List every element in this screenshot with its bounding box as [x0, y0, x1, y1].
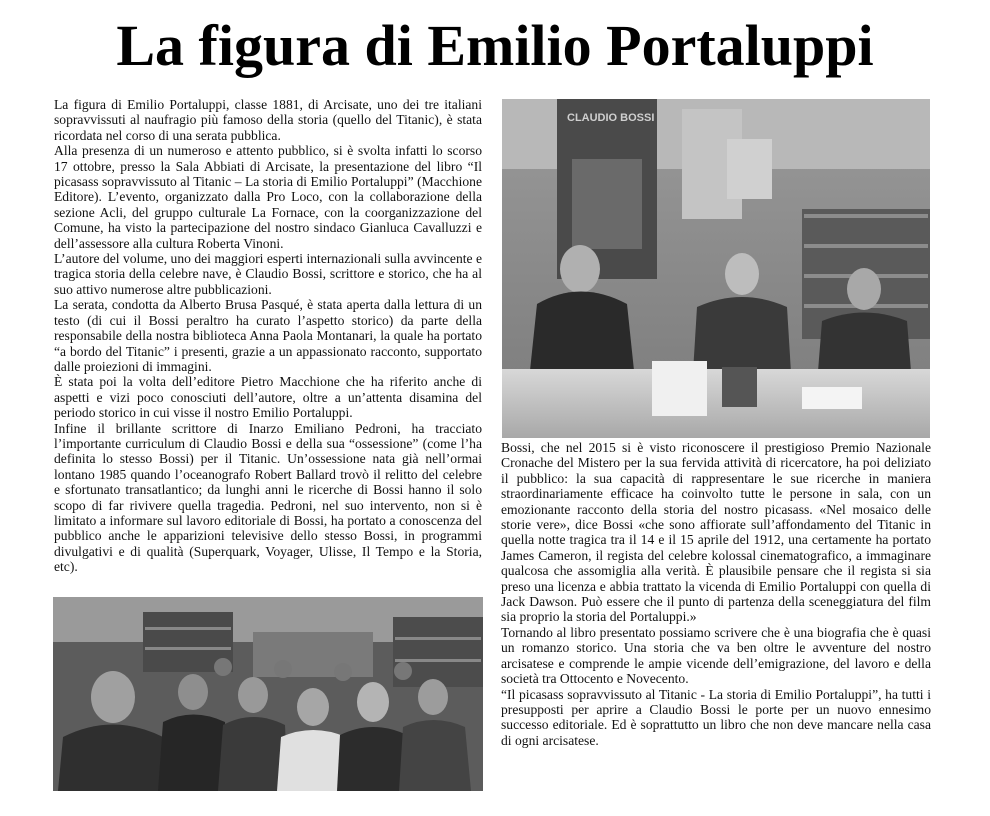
photo-audience — [53, 597, 483, 791]
paragraph-closing: “Il picasass sopravvissuto al Titanic - La storia di Emilio Portaluppi”, ha tutti i presupposti per aprire a Claudio Bossi le porte per un nuovo ennesimo successo editoriale. Ed è soprattutto un libro che non deve mancare nella casa di ogni arcisatese. — [501, 686, 931, 748]
paragraph-award: Bossi, che nel 2015 si è visto riconoscere il prestigioso Premio Nazionale Cronache del Mistero per la sua fervida attività di ricercatore, ha poi deliziato il pubblico: la sua capacità di rappresentare le sue ricerche in maniera straordinariamente efficace ha coinvolto tutte le persone in sala, con un emozionante racconto della storia del nostro picasass. «Nel mosaico delle storie vere», dice Bossi «che sono affiorate sull’affondamento del Titanic in quella notte tragica tra il 14 e il 15 aprile del 1912, una certamente ha portato James Cameron, il regista del celebre kolossal cinematografico, a immaginare qualcosa che assomiglia alla verità. È plausibile pensare che il regista si sia preso una licenza e abbia trattato la vicenda di Emilio Portaluppi con quella di Jack Dawson. Può essere che il punto di partenza della sceneggiatura del film sia proprio la storia del Portaluppi.» — [501, 440, 931, 625]
paragraph-author: L’autore del volume, uno dei maggiori esperti internazionali sulla avvincente e tragica storia della celebre nave, è Claudio Bossi, scrittore e storico, che ha al suo attivo numerose altre pubblicazioni. — [54, 251, 482, 297]
paragraph-editor: È stata poi la volta dell’editore Pietro Macchione che ha riferito anche di aspetti e vizi poco conosciuti dell’autore, oltre a un’attenta disamina del periodo storico in cui visse il nostro Emilio Portaluppi. — [54, 374, 482, 421]
paragraph-evening: La serata, condotta da Alberto Brusa Pasqué, è stata aperta dalla lettura di un testo (di cui il Bossi peraltro ha curato l’aspetto storico) da parte della responsabile della nostra biblioteca Anna Paola Montanari, la quale ha portato “a bordo del Titanic” i presenti, grazie a un appassionato racconto, supportato dalle proiezioni di immagini. — [54, 297, 482, 374]
left-column — [54, 97, 482, 575]
poster-text: CLAUDIO BOSSI — [567, 112, 655, 124]
speakers-photo-image — [502, 99, 930, 438]
paragraph-book: Tornando al libro presentato possiamo scrivere che è una biografia che è quasi un romanzo storico. Una storia che va ben oltre le avventure del nostro arcisatese e comprende le ampie vicende dell’emigrazione, del lavoro e della società tra Ottocento e Novecento. — [501, 624, 931, 687]
paragraph-event: Alla presenza di un numeroso e attento pubblico, si è svolta infatti lo scorso 17 ottobre, presso la Sala Abbiati di Arcisate, la presentazione del libro “Il picasass sopravvissuto al Titanic – La storia di Emilio Portaluppi” (Macchione Editore). L’evento, organizzato dalla Pro Loco, con la collaborazione della sezione Acli, del gruppo culturale La Fornace, con la coorganizzazione del Comune, ha visto la partecipazione del nostro sindaco Gianluca Cavalluzzi e dell’assessore alla cultura Roberta Vinoni. — [54, 143, 482, 251]
photo-speakers-table — [502, 99, 930, 438]
right-column — [501, 440, 931, 748]
paragraph-pedroni: Infine il brillante scrittore di Inarzo Emiliano Pedroni, ha tracciato l’importante curriculum di Claudio Bossi e della sua “ossessione” (come l’ha definita lo stesso Bossi) per il Titanic. Un’ossessione nata già nell’ormai lontano 1985 quando l’oceanografo Robert Ballard trovò il relitto del celebre e sfortunato transatlantico; da lunghi anni le ricerche di Bossi hanno il solo scopo di far rivivere quella tragedia. Pedroni, nel suo intervento, non si è limitato a informare sul lavoro editoriale di Bossi, ha portato a conoscenza del pubblico anche le apparizioni televisive dello stesso Bossi, in programmi divulgativi e di qualità (Superquark, Voyager, Ulisse, Il Tempo e la Storia, etc). — [54, 420, 482, 575]
article-title: La figura di Emilio Portaluppi — [116, 13, 874, 78]
paragraph-intro: La figura di Emilio Portaluppi, classe 1881, di Arcisate, uno dei tre italiani sopravvissuti al naufragio più famoso della storia (quello del Titanic), è stata ricordata nel corso di una serata pubblica. — [54, 97, 482, 143]
audience-photo-image — [53, 597, 483, 791]
